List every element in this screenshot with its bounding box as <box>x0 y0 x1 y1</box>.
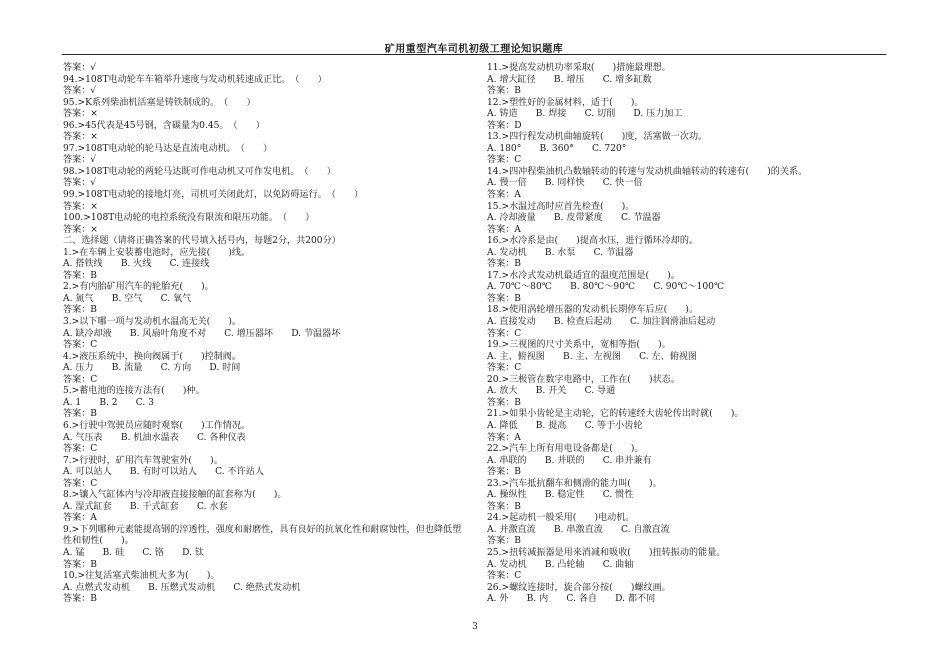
answer-line: 答案：√ <box>63 178 97 189</box>
answer-line: 答案：B <box>63 409 97 420</box>
question-8: 8.>镶入气缸体内与冷却液直接接触的缸套称为( )。 <box>63 490 287 501</box>
options-line: A. 180° B. 360° C. 720° <box>487 143 627 154</box>
question-16: 16.>水冷系是由( )提高水压，进行循环冷却的。 <box>487 236 699 247</box>
question-13: 13.>四行程发动机曲轴旋转( )度，活塞做一次功。 <box>487 132 708 143</box>
question-2: 2.>有内胎矿用汽车的轮胎充( )。 <box>63 282 214 293</box>
question-98: 98.>108T电动轮的两轮马达既可作电动机又可作发电机。 （ ） <box>63 166 336 177</box>
answer-line: 答案：B <box>487 293 521 304</box>
answer-line: 答案：C <box>487 363 522 374</box>
answer-line: 答案：√ <box>63 155 97 166</box>
options-line: A. 可以站人 B. 有时可以站人 C. 不许站人 <box>63 467 264 478</box>
question-11: 11.>提高发动机功率采取( )措施最理想。 <box>487 63 671 73</box>
answer-line: 答案：B <box>487 397 521 408</box>
answer-line: 答案：× <box>63 109 98 120</box>
answer-line: 答案：A <box>487 224 521 235</box>
question-22: 22.>汽车上所有用电设备都是( )。 <box>487 444 644 455</box>
question-99: 99.>108T电动轮的接地灯亮，司机可关闭此灯，以免防碍运行。 （ ） <box>63 190 364 201</box>
options-line: A. 主、俯视图 B. 主、左视图 C. 左、俯视图 <box>487 351 698 362</box>
answer-line: 答案：C <box>487 328 522 339</box>
options-line: A. 70℃～80℃ B. 80℃～90℃ C. 90℃～100℃ <box>487 282 725 293</box>
question-7: 7.>行驶时，矿用汽车驾驶室外( )。 <box>63 455 223 466</box>
right-column <box>487 63 892 606</box>
options-line: A. 增大缸径 B. 增压 C. 增多缸数 <box>487 74 652 85</box>
answer-line: 答案：B <box>487 86 521 97</box>
options-line: A. 锰 B. 硅 C. 铬 D. 钛 <box>63 547 204 558</box>
options-line: A. 点燃式发动机 B. 压燃式发动机 C. 绝热式发动机 <box>63 582 301 593</box>
options-line: A. 气压表 B. 机油水温表 C. 各种仪表 <box>63 432 246 443</box>
options-line: A. 铸造 B. 焊接 C. 切削 D. 压力加工 <box>487 109 683 120</box>
question-23: 23.>汽车抵抗翻车和侧滑的能力叫( )。 <box>487 478 662 489</box>
question-6: 6.>行驶中驾驶员应随时观察( )工作情况。 <box>63 420 251 431</box>
question-12: 12.>塑性好的金属材料，适于( )。 <box>487 97 644 108</box>
left-column <box>63 63 468 606</box>
answer-line: 答案：B <box>63 305 97 316</box>
question-26: 26.>螺纹连接时，旋合部分按( )螺纹画。 <box>487 582 671 593</box>
question-19: 19.>三视图的尺寸关系中，宽相等指( )。 <box>487 340 671 351</box>
question-10: 10.>往复活塞式柴油机大多为( )。 <box>63 571 220 582</box>
question-95: 95.>K系列柴油机活塞是铸铁制成的。 （ ） <box>63 97 256 108</box>
answer-line: 答案：C <box>487 571 522 582</box>
answer-line: 答案：D <box>487 120 522 131</box>
options-line: A. 并激直流 B. 串激直流 C. 自激直流 <box>487 524 670 535</box>
answer-line: 答案：C <box>63 478 98 489</box>
answer-line: 答案：B <box>487 259 521 270</box>
question-24: 24.>起动机一般采用( )电动机。 <box>487 513 635 524</box>
answer-line: 答案：× <box>63 201 98 212</box>
answer-line: 答案：C <box>63 444 98 455</box>
answer-line: 答案：B <box>63 559 97 570</box>
options-line: A. 1 B. 2 C. 3 <box>63 397 154 408</box>
options-line: A. 放大 B. 开关 C. 导通 <box>487 386 616 397</box>
answer-line: 答案：A <box>63 513 97 524</box>
answer-line: 答案：× <box>63 224 98 235</box>
question-20: 20.>三极管在数字电路中，工作在( )状态。 <box>487 374 680 385</box>
question-25: 25.>扭转减振器是用来消减和吸收( )扭转振动的能量。 <box>487 547 726 558</box>
answer-line: 答案：B <box>487 501 521 512</box>
options-line: A. 直接发动 B. 检查后起动 C. 加注润滑油后起动 <box>487 317 716 328</box>
options-line: A. 操纵性 B. 稳定性 C. 惯性 <box>487 490 634 501</box>
question-21: 21.>如果小齿轮是主动轮，它的转速经大齿轮传出时就( )。 <box>487 409 744 420</box>
answer-line: 答案：C <box>63 340 98 351</box>
question-5: 5.>蓄电池的连接方法有( )种。 <box>63 386 205 397</box>
options-line: A. 串联的 B. 并联的 C. 串并兼有 <box>487 455 652 466</box>
question-96: 96.>45代表是45号钢，含碳量为0.45。 （ ） <box>63 120 265 131</box>
question-4: 4.>液压系统中，换向阀属于( )控制阀。 <box>63 351 241 362</box>
options-line: A. 发动机 B. 凸轮轴 C. 曲轴 <box>487 559 634 570</box>
answer-line: 答案：√ <box>63 86 97 97</box>
question-15: 15.>水温过高时应首先检查( )。 <box>487 201 635 212</box>
answer-line: 答案：C <box>63 374 98 385</box>
section-heading: 二、选择题（请将正确答案的代号填入括号内，每题2分，共200分） <box>63 236 341 247</box>
question-100: 100.>108T电动轮的电控系统没有限流和限压功能。 （ ） <box>63 213 315 224</box>
question-18: 18.>使用涡轮增压器的发动机长期停车后应( )。 <box>487 305 699 316</box>
answer-line: 答案：B <box>63 270 97 281</box>
question-97: 97.>108T电动轮的轮马达是直流电动机。 （ ） <box>63 143 273 154</box>
page-header-title: 矿用重型汽车司机初级工理论知识题库 <box>384 44 564 55</box>
question-94: 94.>108T电动轮车车箱举升速度与发动机转速成正比。 （ ） <box>63 74 327 85</box>
question-9: 9.>下列哪种元素能提高钢的淬透性，强度和耐磨性，具有良好的抗氧化性和耐腐蚀性，但也降低塑性和韧性( )。 <box>63 524 462 547</box>
answer-line: 答案：A <box>487 190 521 201</box>
answer-line: 答案：× <box>63 132 98 143</box>
answer-line: 答案：B <box>63 594 97 605</box>
options-line: A. 冷却液量 B. 皮带紧度 C. 节温器 <box>487 213 661 224</box>
options-line: A. 湿式缸套 B. 干式缸套 C. 水套 <box>63 501 228 512</box>
options-line: A. 慢一倍 B. 同样快 C. 快一倍 <box>487 178 643 189</box>
answer-line: 答案：A <box>487 432 521 443</box>
options-line: A. 搭铁线 B. 火线 C. 连接线 <box>63 259 210 270</box>
question-17: 17.>水冷式发动机最适宜的温度范围是( )。 <box>487 270 680 281</box>
question-1: 1.>在车辆上安装蓄电池时，应先接( )线。 <box>63 247 251 258</box>
answer-line: 答案：√ <box>63 63 97 73</box>
answer-line: 答案：C <box>487 155 522 166</box>
question-3: 3.>以下哪一项与发动机水温高无关( )。 <box>63 317 241 328</box>
options-line: A. 缺冷却液 B. 风扇叶角度不对 C. 增压器坏 D. 节温器坏 <box>63 328 341 339</box>
page-number: 3 <box>472 622 478 632</box>
answer-line: 答案：B <box>487 536 521 547</box>
answer-line: 答案：B <box>487 467 521 478</box>
header-rule <box>62 54 886 55</box>
options-line: A. 外 B. 内 C. 各自 D. 都不同 <box>487 594 656 605</box>
options-line: A. 氮气 B. 空气 C. 氧气 <box>63 293 192 304</box>
question-14: 14.>四冲程柴油机凸数轴转动的转速与发动机曲轴转动的转速有( )的关系。 <box>487 166 808 177</box>
options-line: A. 降低 B. 提高 C. 等于小齿轮 <box>487 420 643 431</box>
options-line: A. 发动机 B. 水泵 C. 节温器 <box>487 247 634 258</box>
options-line: A. 压力 B. 流量 C. 方向 D. 时间 <box>63 363 241 374</box>
